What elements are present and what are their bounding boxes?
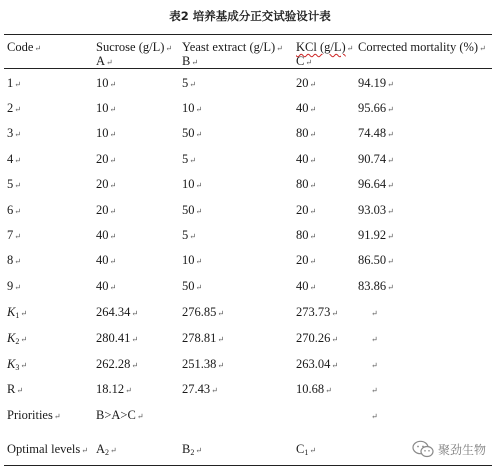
table-header-rule — [4, 68, 492, 69]
row-code: $K_3↵$ — [7, 357, 28, 372]
row-mortality: ↵ — [371, 335, 378, 344]
row-kcl: 10.68↵ — [296, 382, 332, 396]
row-kcl: 40↵ — [296, 152, 317, 166]
row-sucrose: 264.34↵ — [96, 305, 139, 319]
row-sucrose: 40↵ — [96, 253, 117, 267]
row-sucrose: 18.12↵ — [96, 382, 132, 396]
row-yeast-extract: 5↵ — [182, 228, 196, 242]
row-mortality: 91.92↵ — [358, 228, 394, 242]
row-mortality: 74.48↵ — [358, 126, 394, 140]
row-kcl: 80↵ — [296, 126, 317, 140]
row-mortality: 90.74↵ — [358, 152, 394, 166]
row-mortality: 96.64↵ — [358, 177, 394, 191]
header-kcl: KCl (g/L)↵ — [296, 40, 354, 54]
header-code: Code↵ — [7, 40, 42, 54]
row-code: 6↵ — [7, 203, 21, 217]
row-kcl: 20↵ — [296, 203, 317, 217]
row-mortality: 94.19↵ — [358, 76, 394, 90]
row-yeast-extract: 251.38↵ — [182, 357, 225, 371]
row-code: 9↵ — [7, 279, 21, 293]
header-sucrose: Sucrose (g/L)↵ — [96, 40, 173, 54]
header-factor-a: A↵ — [96, 54, 113, 68]
watermark-text: 聚劲生物 — [437, 442, 486, 457]
row-yeast-extract: 278.81↵ — [182, 331, 225, 345]
header-yeast-extract: Yeast extract (g/L)↵ — [182, 40, 283, 54]
row-sucrose: B>A>C↵ — [96, 408, 144, 422]
row-sucrose: 10↵ — [96, 126, 117, 140]
row-sucrose: 20↵ — [96, 177, 117, 191]
row-mortality: 83.86↵ — [358, 279, 394, 293]
header-corrected-mortality: Corrected mortality (%)↵ — [358, 40, 486, 54]
row-sucrose: $A_2↵$ — [96, 442, 117, 457]
row-yeast-extract: 50↵ — [182, 203, 203, 217]
row-sucrose: 40↵ — [96, 279, 117, 293]
row-kcl: 40↵ — [296, 101, 317, 115]
row-kcl: 263.04↵ — [296, 357, 339, 371]
row-code: 5↵ — [7, 177, 21, 191]
row-yeast-extract: 10↵ — [182, 177, 203, 191]
row-yeast-extract: 50↵ — [182, 279, 203, 293]
row-kcl: $C_1↵$ — [296, 442, 317, 457]
row-yeast-extract: 10↵ — [182, 101, 203, 115]
row-sucrose: 280.41↵ — [96, 331, 139, 345]
row-sucrose: 262.28↵ — [96, 357, 139, 371]
row-yeast-extract: 5↵ — [182, 152, 196, 166]
row-code: 2↵ — [7, 101, 21, 115]
row-kcl: 273.73↵ — [296, 305, 339, 319]
row-kcl: 40↵ — [296, 279, 317, 293]
row-code: $K_1↵$ — [7, 305, 28, 320]
wechat-icon — [412, 440, 434, 458]
table-caption: 表2 培养基成分正交试验设计表 — [169, 9, 331, 23]
row-mortality: 95.66↵ — [358, 101, 394, 115]
row-kcl: 80↵ — [296, 228, 317, 242]
row-mortality: ↵ — [371, 309, 378, 318]
row-sucrose: 10↵ — [96, 101, 117, 115]
row-code: $K_2↵$ — [7, 331, 28, 346]
row-kcl: 20↵ — [296, 76, 317, 90]
row-code: 1↵ — [7, 76, 21, 90]
row-mortality: 86.50↵ — [358, 253, 394, 267]
row-yeast-extract: 10↵ — [182, 253, 203, 267]
row-code: 3↵ — [7, 126, 21, 140]
table-bottom-rule — [4, 465, 492, 466]
row-yeast-extract: 5↵ — [182, 76, 196, 90]
row-yeast-extract: 27.43↵ — [182, 382, 218, 396]
row-mortality: ↵ — [371, 361, 378, 370]
row-code: R↵ — [7, 382, 24, 396]
table-top-rule — [4, 34, 492, 35]
row-sucrose: 20↵ — [96, 152, 117, 166]
row-mortality: 93.03↵ — [358, 203, 394, 217]
header-factor-c: C↵ — [296, 54, 313, 68]
row-yeast-extract: 276.85↵ — [182, 305, 225, 319]
row-sucrose: 10↵ — [96, 76, 117, 90]
row-code: Optimal levels↵ — [7, 442, 88, 456]
row-yeast-extract: $B_2↵$ — [182, 442, 203, 457]
row-sucrose: 40↵ — [96, 228, 117, 242]
row-kcl: 20↵ — [296, 253, 317, 267]
row-kcl: 80↵ — [296, 177, 317, 191]
header-factor-b: B↵ — [182, 54, 199, 68]
row-yeast-extract: 50↵ — [182, 126, 203, 140]
row-code: 4↵ — [7, 152, 21, 166]
watermark — [412, 440, 486, 458]
row-code: Priorities↵ — [7, 408, 61, 422]
row-code: 7↵ — [7, 228, 21, 242]
row-sucrose: 20↵ — [96, 203, 117, 217]
row-mortality: ↵ — [371, 386, 378, 395]
row-code: 8↵ — [7, 253, 21, 267]
row-mortality: ↵ — [371, 412, 378, 421]
row-kcl: 270.26↵ — [296, 331, 339, 345]
